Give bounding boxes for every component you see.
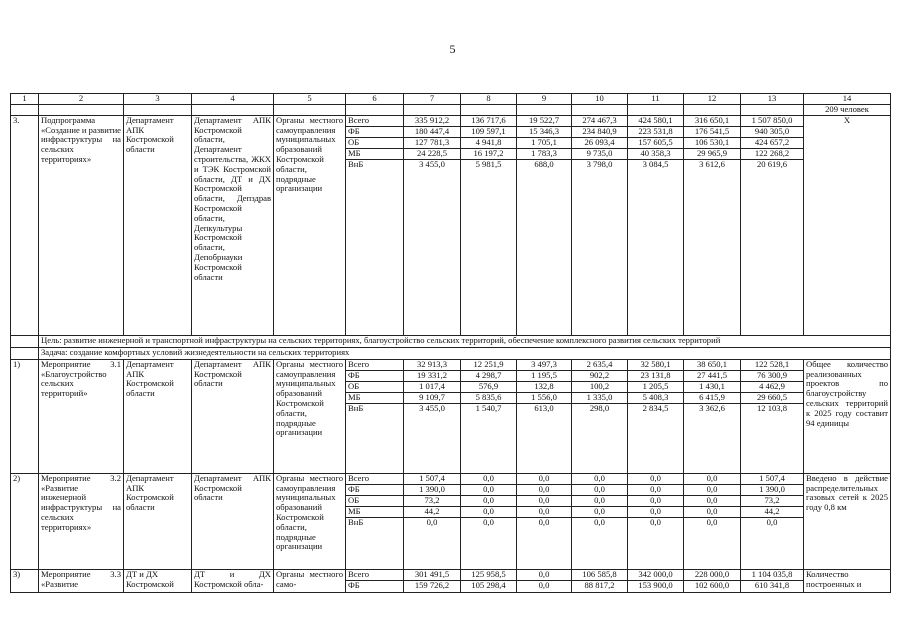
- page-number: 5: [449, 42, 456, 56]
- row3-value-cell: 26 093,4: [572, 137, 628, 148]
- row3-value-cell: 424 657,2: [741, 137, 804, 148]
- row3-source-label: ВнБ: [346, 159, 404, 335]
- row_2-value-cell: 0,0: [517, 517, 572, 569]
- row_2-value-cell: 0,0: [684, 517, 741, 569]
- row_2-value-cell: 0,0: [461, 517, 517, 569]
- row_2-value-cell: 0,0: [684, 473, 741, 484]
- budget-table: [10, 93, 891, 593]
- row3-value-cell: 5 981,5: [461, 159, 517, 335]
- row3-value-cell: 223 531,8: [628, 126, 684, 137]
- header-col-10: 10: [572, 94, 628, 105]
- row_2-value-cell: 0,0: [461, 495, 517, 506]
- row_1-value-cell: 3 497,3: [517, 359, 572, 370]
- row_1-name: Мероприятие 3.1 «Благоустройство сельских территорий»: [39, 359, 124, 473]
- row_3-number: 3): [11, 569, 39, 592]
- row_2-value-cell: 0,0: [461, 473, 517, 484]
- row3-value-cell: 122 268,2: [741, 148, 804, 159]
- row_2-value-cell: 1 390,0: [404, 484, 461, 495]
- row_1-value-cell: 298,0: [572, 403, 628, 473]
- row3-source-label: Всего: [346, 115, 404, 126]
- row_3-value-cell: 228 000,0: [684, 569, 741, 580]
- note-empty-cell: [274, 105, 346, 116]
- row3-number: 3.: [11, 115, 39, 335]
- header-col-14: 14: [804, 94, 891, 105]
- row_3-result: Количество построенных и: [804, 569, 891, 592]
- row_1-value-cell: 576,9: [461, 381, 517, 392]
- row_3-value-cell: 0,0: [517, 569, 572, 580]
- row_1-value-cell: 19 331,2: [404, 370, 461, 381]
- row_2-name: Мероприятие 3.2 «Развитие инженерной инфраструктуры на сельских территориях»: [39, 473, 124, 569]
- row_2-value-cell: 0,0: [628, 495, 684, 506]
- row_1-value-cell: 4 462,9: [741, 381, 804, 392]
- row_3-value-cell: 105 298,4: [461, 580, 517, 592]
- row_1-value-cell: 1 205,5: [628, 381, 684, 392]
- row3-source-label: МБ: [346, 148, 404, 159]
- row3-value-cell: 3 455,0: [404, 159, 461, 335]
- row_1-value-cell: 27 441,5: [684, 370, 741, 381]
- row_2-value-cell: 0,0: [461, 484, 517, 495]
- row_3-source-row: [11, 569, 891, 580]
- row_1-result: Общее количество реализованных проектов по благоустройству сельских территорий к 2025 году составит 94 единицы: [804, 359, 891, 473]
- row_2-source-label: ОБ: [346, 495, 404, 506]
- row3-value-cell: 940 305,0: [741, 126, 804, 137]
- header-col-3: 3: [124, 94, 192, 105]
- row_2-value-cell: 1 390,0: [741, 484, 804, 495]
- row_1-value-cell: 12 251,9: [461, 359, 517, 370]
- row_2-value-cell: 0,0: [572, 495, 628, 506]
- note-empty-cell: [572, 105, 628, 116]
- row_2-value-cell: 0,0: [517, 473, 572, 484]
- row_2-value-cell: 0,0: [628, 484, 684, 495]
- note-empty-cell: [461, 105, 517, 116]
- row3-value-cell: 9 735,0: [572, 148, 628, 159]
- row_1-value-cell: 5 408,3: [628, 392, 684, 403]
- task-text-row: [11, 347, 891, 359]
- header-col-13: 13: [741, 94, 804, 105]
- row_2-coexecutors: Департамент АПК Костромской области: [192, 473, 274, 569]
- row3-value-cell: 180 447,4: [404, 126, 461, 137]
- task-text-num-cell: [11, 347, 39, 359]
- row_1-coexecutors: Департамент АПК Костромской области: [192, 359, 274, 473]
- row_2-value-cell: 0,0: [628, 517, 684, 569]
- note-empty-cell: [741, 105, 804, 116]
- row_3-participants: Органы местного само-: [274, 569, 346, 592]
- row_1-value-cell: 3 455,0: [404, 403, 461, 473]
- row_3-name: Мероприятие 3.3 «Развитие: [39, 569, 124, 592]
- row_1-value-cell: 12 103,8: [741, 403, 804, 473]
- row_2-value-cell: 0,0: [572, 506, 628, 517]
- row3-result: X: [804, 115, 891, 335]
- row_3-value-cell: 1 104 035,8: [741, 569, 804, 580]
- row3-value-cell: 274 467,3: [572, 115, 628, 126]
- row_1-source-label: Всего: [346, 359, 404, 370]
- row3-value-cell: 29 965,9: [684, 148, 741, 159]
- row3-responsible: Департамент АПК Костромской области: [124, 115, 192, 335]
- row_2-source-label: ВнБ: [346, 517, 404, 569]
- row_2-responsible: Департамент АПК Костромской области: [124, 473, 192, 569]
- row_1-value-cell: 5 835,6: [461, 392, 517, 403]
- note-row: [11, 105, 891, 116]
- row_1-value-cell: 1 195,5: [517, 370, 572, 381]
- row_3-value-cell: 102 600,0: [684, 580, 741, 592]
- row3-source-row: [11, 115, 891, 126]
- row3-coexecutors: Департамент АПК Костромской области, Департамент строительства, ЖКХ и ТЭК Костромской области, ДТ и ДХ Костромской области, Депздрав Костромской области, Депкультуры Костромской области, Депобрнауки Костромской области: [192, 115, 274, 335]
- note-empty-cell: [684, 105, 741, 116]
- row3-value-cell: 157 605,5: [628, 137, 684, 148]
- row_2-value-cell: 0,0: [628, 506, 684, 517]
- row_1-value-cell: 38 650,1: [684, 359, 741, 370]
- row_3-value-cell: 0,0: [517, 580, 572, 592]
- note-empty-cell: [346, 105, 404, 116]
- row3-value-cell: 1 705,1: [517, 137, 572, 148]
- row3-value-cell: 335 912,2: [404, 115, 461, 126]
- goal-text: Цель: развитие инженерной и транспортной инфраструктуры на сельских территориях, благоустройство сельских территорий, обеспечение комплексного развития сельских территорий: [39, 335, 891, 347]
- row_2-value-cell: 0,0: [628, 473, 684, 484]
- row_3-coexecutors: ДТ и ДХ Костромской обла-: [192, 569, 274, 592]
- row3-value-cell: 1 783,3: [517, 148, 572, 159]
- row_2-value-cell: 73,2: [741, 495, 804, 506]
- header-col-11: 11: [628, 94, 684, 105]
- row_2-source-row: [11, 473, 891, 484]
- row_1-value-cell: 6 415,9: [684, 392, 741, 403]
- row_1-value-cell: 2 635,4: [572, 359, 628, 370]
- row_2-value-cell: 0,0: [517, 495, 572, 506]
- note-empty-cell: [628, 105, 684, 116]
- row3-value-cell: 424 580,1: [628, 115, 684, 126]
- row3-value-cell: 316 650,1: [684, 115, 741, 126]
- row_1-value-cell: 32 913,3: [404, 359, 461, 370]
- row3-value-cell: 109 597,1: [461, 126, 517, 137]
- row_2-value-cell: 0,0: [517, 506, 572, 517]
- note-empty-cell: [404, 105, 461, 116]
- row_1-value-cell: 1 335,0: [572, 392, 628, 403]
- row_1-responsible: Департамент АПК Костромской области: [124, 359, 192, 473]
- goal-text-row: [11, 335, 891, 347]
- row_1-value-cell: 122 528,1: [741, 359, 804, 370]
- row_2-number: 2): [11, 473, 39, 569]
- row3-value-cell: 136 717,6: [461, 115, 517, 126]
- row_2-source-label: Всего: [346, 473, 404, 484]
- note-empty-cell: [39, 105, 124, 116]
- header-col-5: 5: [274, 94, 346, 105]
- row_1-value-cell: 1 017,4: [404, 381, 461, 392]
- row_1-value-cell: 32 580,1: [628, 359, 684, 370]
- row_3-source-label: Всего: [346, 569, 404, 580]
- row_2-value-cell: 0,0: [684, 495, 741, 506]
- row_3-value-cell: 301 491,5: [404, 569, 461, 580]
- row_1-number: 1): [11, 359, 39, 473]
- row_1-value-cell: 23 131,8: [628, 370, 684, 381]
- row_2-value-cell: 0,0: [684, 506, 741, 517]
- row_2-value-cell: 0,0: [684, 484, 741, 495]
- row3-value-cell: 106 530,1: [684, 137, 741, 148]
- row3-value-cell: 3 612,6: [684, 159, 741, 335]
- row_3-source-label: ФБ: [346, 580, 404, 592]
- row_1-value-cell: 9 109,7: [404, 392, 461, 403]
- note-empty-cell: [11, 105, 39, 116]
- row_3-value-cell: 106 585,8: [572, 569, 628, 580]
- row_1-value-cell: 1 430,1: [684, 381, 741, 392]
- row_1-value-cell: 4 298,7: [461, 370, 517, 381]
- row3-value-cell: 176 541,5: [684, 126, 741, 137]
- row_2-value-cell: 0,0: [461, 506, 517, 517]
- row_2-value-cell: 0,0: [741, 517, 804, 569]
- row_1-value-cell: 132,8: [517, 381, 572, 392]
- row_1-source-label: МБ: [346, 392, 404, 403]
- row_2-value-cell: 73,2: [404, 495, 461, 506]
- row_2-participants: Органы местного самоуправления муниципальных образований Костромской области, подрядные организации: [274, 473, 346, 569]
- row_1-value-cell: 76 300,9: [741, 370, 804, 381]
- row_3-value-cell: 153 900,0: [628, 580, 684, 592]
- row3-source-label: ОБ: [346, 137, 404, 148]
- goal-text-num-cell: [11, 335, 39, 347]
- row_2-value-cell: 44,2: [741, 506, 804, 517]
- row_3-responsible: ДТ и ДХ Костромской: [124, 569, 192, 592]
- note-empty-cell: [517, 105, 572, 116]
- header-col-6: 6: [346, 94, 404, 105]
- row_2-source-label: ФБ: [346, 484, 404, 495]
- row_1-value-cell: 1 540,7: [461, 403, 517, 473]
- row3-value-cell: 1 507 850,0: [741, 115, 804, 126]
- row_1-value-cell: 100,2: [572, 381, 628, 392]
- top-note: 209 человек: [804, 105, 891, 116]
- row3-value-cell: 3 084,5: [628, 159, 684, 335]
- row_3-value-cell: 610 341,8: [741, 580, 804, 592]
- row_1-value-cell: 902,2: [572, 370, 628, 381]
- row3-name: Подпрограмма «Создание и развитие инфраструктуры на сельских территориях»: [39, 115, 124, 335]
- header-row: [11, 94, 891, 105]
- row_1-source-row: [11, 359, 891, 370]
- row_2-value-cell: 0,0: [572, 484, 628, 495]
- row_3-value-cell: 342 000,0: [628, 569, 684, 580]
- row_1-value-cell: 2 834,5: [628, 403, 684, 473]
- row_1-source-label: ВнБ: [346, 403, 404, 473]
- header-col-4: 4: [192, 94, 274, 105]
- row_1-source-label: ОБ: [346, 381, 404, 392]
- row3-value-cell: 3 798,0: [572, 159, 628, 335]
- row3-value-cell: 40 358,3: [628, 148, 684, 159]
- row_2-value-cell: 0,0: [572, 473, 628, 484]
- row3-value-cell: 15 346,3: [517, 126, 572, 137]
- header-col-7: 7: [404, 94, 461, 105]
- row_1-value-cell: 29 660,5: [741, 392, 804, 403]
- header-col-9: 9: [517, 94, 572, 105]
- row3-value-cell: 4 941,8: [461, 137, 517, 148]
- row_1-value-cell: 1 556,0: [517, 392, 572, 403]
- row_3-value-cell: 159 726,2: [404, 580, 461, 592]
- row3-value-cell: 16 197,2: [461, 148, 517, 159]
- header-col-12: 12: [684, 94, 741, 105]
- row_2-value-cell: 1 507,4: [741, 473, 804, 484]
- row3-value-cell: 234 840,9: [572, 126, 628, 137]
- row_3-value-cell: 88 817,2: [572, 580, 628, 592]
- row3-value-cell: 127 781,3: [404, 137, 461, 148]
- row_2-source-label: МБ: [346, 506, 404, 517]
- row_1-value-cell: 613,0: [517, 403, 572, 473]
- note-empty-cell: [124, 105, 192, 116]
- row3-value-cell: 20 619,6: [741, 159, 804, 335]
- row_1-value-cell: 3 362,6: [684, 403, 741, 473]
- row3-value-cell: 24 228,5: [404, 148, 461, 159]
- row_2-value-cell: 0,0: [572, 517, 628, 569]
- header-col-8: 8: [461, 94, 517, 105]
- header-col-2: 2: [39, 94, 124, 105]
- row_1-participants: Органы местного самоуправления муниципальных образований Костромской области, подрядные организации: [274, 359, 346, 473]
- row3-source-label: ФБ: [346, 126, 404, 137]
- row_1-source-label: ФБ: [346, 370, 404, 381]
- row3-value-cell: 19 522,7: [517, 115, 572, 126]
- row_2-value-cell: 1 507,4: [404, 473, 461, 484]
- row3-participants: Органы местного самоуправления муниципальных образований Костромской области, подрядные организации: [274, 115, 346, 335]
- row_2-result: Введено в действие распределительных газовых сетей к 2025 году 0,8 км: [804, 473, 891, 569]
- row_2-value-cell: 0,0: [404, 517, 461, 569]
- task-text: Задача: создание комфортных условий жизнедеятельности на сельских территориях: [39, 347, 891, 359]
- row_2-value-cell: 44,2: [404, 506, 461, 517]
- note-empty-cell: [192, 105, 274, 116]
- header-col-1: 1: [11, 94, 39, 105]
- row_3-value-cell: 125 958,5: [461, 569, 517, 580]
- row_2-value-cell: 0,0: [517, 484, 572, 495]
- row3-value-cell: 688,0: [517, 159, 572, 335]
